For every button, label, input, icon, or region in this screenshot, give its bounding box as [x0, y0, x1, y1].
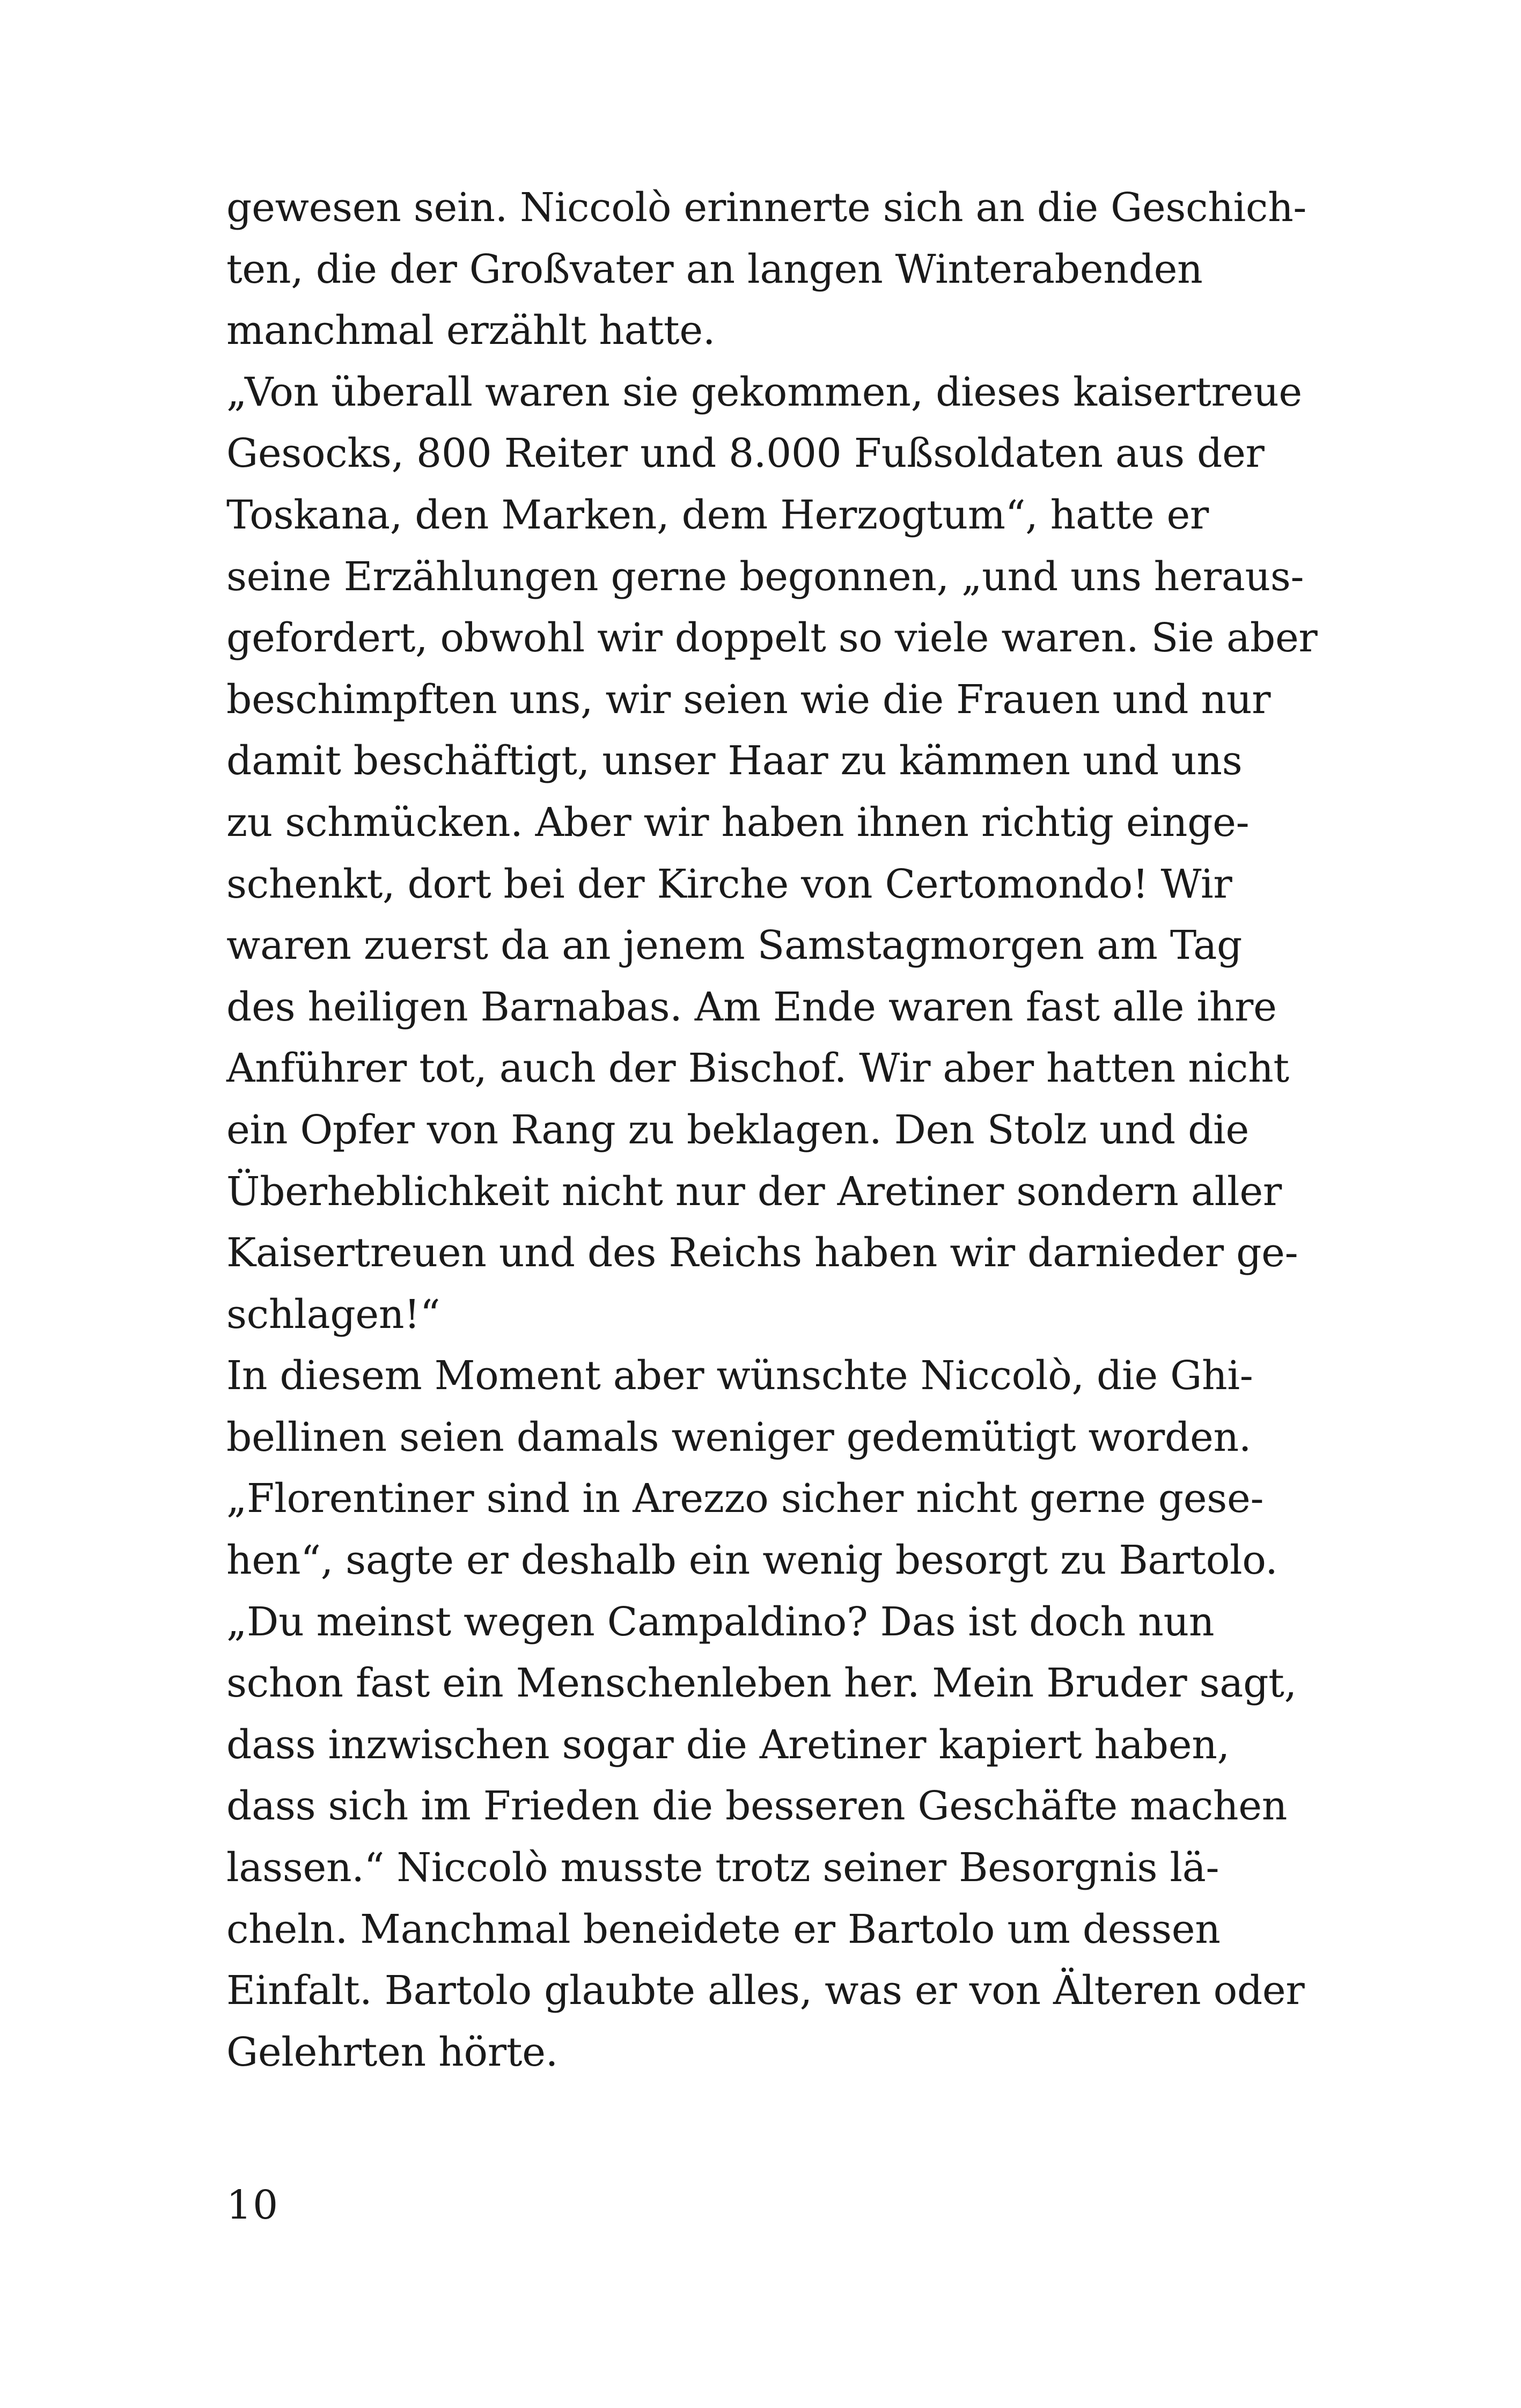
text-line: beschimpften uns, wir seien wie die Frauen und nur	[226, 676, 1271, 723]
text-line: seine Erzählungen gerne begonnen, „und uns heraus-	[226, 553, 1304, 600]
text-line: Überheblichkeit nicht nur der Aretiner sondern aller	[226, 1168, 1282, 1215]
text-line: Kaisertreuen und des Reichs haben wir darnieder ge-	[226, 1230, 1298, 1276]
text-line: schlagen!“	[226, 1291, 440, 1338]
text-line: „Florentiner sind in Arezzo sicher nicht gerne gese-	[226, 1475, 1264, 1522]
text-line: lassen.“ Niccolò musste trotz seiner Besorgnis lä-	[226, 1845, 1219, 1891]
text-line: dass inzwischen sogar die Aretiner kapiert haben,	[226, 1721, 1230, 1768]
text-line: schenkt, dort bei der Kirche von Certomondo! Wir	[226, 861, 1232, 907]
text-line: „Du meinst wegen Campaldino? Das ist doch nun	[226, 1598, 1215, 1645]
body-text	[226, 177, 1353, 2083]
text-line: damit beschäftigt, unser Haar zu kämmen und uns	[226, 738, 1243, 784]
text-line: manchmal erzählt hatte.	[226, 307, 716, 354]
text-line: ten, die der Großvater an langen Winterabenden	[226, 246, 1203, 292]
text-line: cheln. Manchmal beneidete er Bartolo um dessen	[226, 1906, 1221, 1952]
text-line: hen“, sagte er deshalb ein wenig besorgt zu Bartolo.	[226, 1537, 1278, 1584]
text-line: Gesocks, 800 Reiter und 8.000 Fußsoldaten aus der	[226, 430, 1265, 477]
text-line: Toskana, den Marken, dem Herzogtum“, hatte er	[226, 491, 1209, 538]
text-line: In diesem Moment aber wünschte Niccolò, die Ghi-	[226, 1353, 1253, 1399]
text-line: waren zuerst da an jenem Samstagmorgen am Tag	[226, 922, 1243, 969]
text-line: dass sich im Frieden die besseren Geschäfte machen	[226, 1783, 1288, 1830]
text-line: ein Opfer von Rang zu beklagen. Den Stolz und die	[226, 1106, 1250, 1153]
text-line: Einfalt. Bartolo glaubte alles, was er von Älteren oder	[226, 1967, 1305, 2014]
page-number: 10	[226, 2182, 280, 2228]
text-line: „Von überall waren sie gekommen, dieses kaisertreue	[226, 369, 1302, 415]
text-line: zu schmücken. Aber wir haben ihnen richtig einge-	[226, 799, 1250, 846]
text-line: gewesen sein. Niccolò erinnerte sich an die Geschich-	[226, 185, 1307, 231]
text-line: Gelehrten hörte.	[226, 2029, 558, 2075]
text-line: Anführer tot, auch der Bischof. Wir aber hatten nicht	[226, 1045, 1289, 1092]
text-line: bellinen seien damals weniger gedemütigt worden.	[226, 1414, 1252, 1460]
text-line: schon fast ein Menschenleben her. Mein Bruder sagt,	[226, 1660, 1297, 1707]
text-line: des heiligen Barnabas. Am Ende waren fast alle ihre	[226, 983, 1277, 1030]
text-line: gefordert, obwohl wir doppelt so viele waren. Sie aber	[226, 615, 1318, 662]
